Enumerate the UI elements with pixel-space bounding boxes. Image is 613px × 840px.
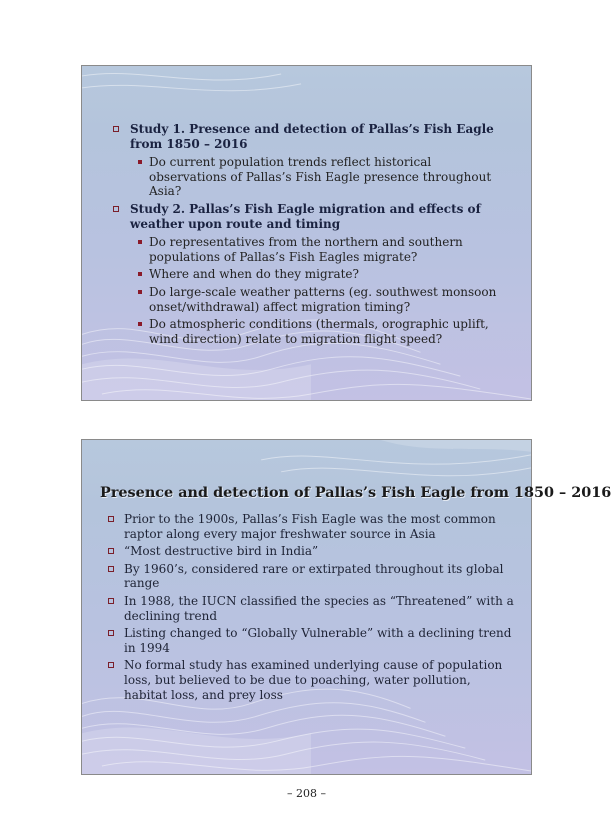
filled-square-bullet-icon xyxy=(138,160,142,164)
study-2-question-3: Do large-scale weather patterns (eg. southwest monsoon onset/withdrawal) affect migration timing? xyxy=(82,285,531,314)
study-2-question-1: Do representatives from the northern and southern populations of Pallas’s Fish Eagles migrate? xyxy=(82,235,531,264)
study-2-item: Study 2. Pallas’s Fish Eagle migration and effects of weather upon route and timing xyxy=(82,202,531,231)
filled-square-bullet-icon xyxy=(138,290,142,294)
filled-square-bullet-icon xyxy=(138,322,142,326)
study-2-question-2: Where and when do they migrate? xyxy=(82,267,531,282)
study-2-question-4: Do atmospheric conditions (thermals, orographic uplift, wind direction) relate to migration flight speed? xyxy=(82,317,531,346)
square-bullet-icon xyxy=(108,548,114,554)
bullet-item: “Most destructive bird in India” xyxy=(82,544,531,559)
page-number: – 208 – xyxy=(287,787,326,800)
bullet-item: Listing changed to “Globally Vulnerable” with a declining trend in 1994 xyxy=(82,626,531,655)
study-1-question-1: Do current population trends reflect historical observations of Pallas’s Fish Eagle presence throughout Asia? xyxy=(82,155,531,199)
square-bullet-icon xyxy=(108,662,114,668)
square-bullet-icon xyxy=(108,566,114,572)
square-bullet-icon xyxy=(113,206,119,212)
slide-title: Presence and detection of Pallas’s Fish Eagle from 1850 – 2016 xyxy=(100,484,612,501)
bullet-item: Prior to the 1900s, Pallas’s Fish Eagle was the most common raptor along every major freshwater source in Asia xyxy=(82,512,531,541)
square-bullet-icon xyxy=(108,630,114,636)
bullet-item: No formal study has examined underlying cause of population loss, but believed to be due to poaching, water pollution, habitat loss, and prey loss xyxy=(82,658,531,702)
square-bullet-icon xyxy=(108,598,114,604)
filled-square-bullet-icon xyxy=(138,272,142,276)
slide-2 xyxy=(81,439,612,775)
bullet-item: In 1988, the IUCN classified the species as “Threatened” with a declining trend xyxy=(82,594,531,623)
study-1-item: Study 1. Presence and detection of Pallas’s Fish Eagle from 1850 – 2016 xyxy=(82,122,531,151)
slide-1 xyxy=(81,65,532,401)
square-bullet-icon xyxy=(113,126,119,132)
filled-square-bullet-icon xyxy=(138,240,142,244)
square-bullet-icon xyxy=(108,516,114,522)
bullet-item: By 1960’s, considered rare or extirpated throughout its global range xyxy=(82,562,531,591)
